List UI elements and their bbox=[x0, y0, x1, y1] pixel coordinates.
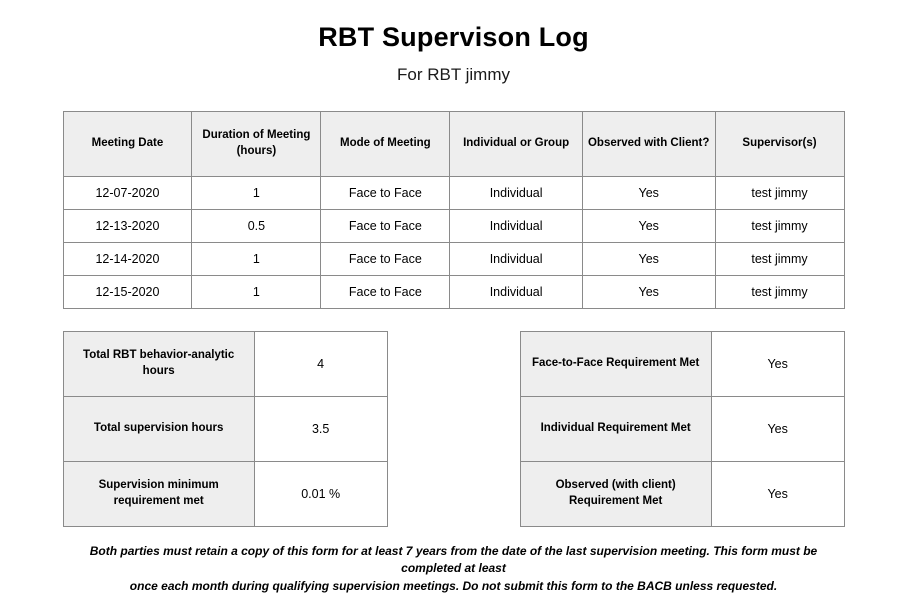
label-total-supervision-hours: Total supervision hours bbox=[63, 397, 254, 462]
label-face-to-face-requirement: Face-to-Face Requirement Met bbox=[520, 332, 711, 397]
value-observed-requirement: Yes bbox=[711, 462, 844, 527]
summary-section bbox=[63, 331, 845, 527]
column-header-observed: Observed with Client? bbox=[582, 112, 715, 177]
footnote-line-1: Both parties must retain a copy of this form for at least 7 years from the date of the last supervision meeting. This form must be completed at least bbox=[89, 544, 818, 576]
cell-duration: 0.5 bbox=[192, 210, 321, 243]
document-page bbox=[0, 22, 907, 593]
cell-supervisors: test jimmy bbox=[715, 177, 844, 210]
table-row bbox=[520, 332, 844, 397]
column-header-individual-or-group: Individual or Group bbox=[450, 112, 583, 177]
cell-duration: 1 bbox=[192, 177, 321, 210]
column-header-mode: Mode of Meeting bbox=[321, 112, 450, 177]
supervision-log-table-wrapper bbox=[63, 111, 845, 309]
cell-individual-or-group: Individual bbox=[450, 276, 583, 309]
table-row bbox=[63, 332, 387, 397]
column-header-supervisors: Supervisor(s) bbox=[715, 112, 844, 177]
label-individual-requirement: Individual Requirement Met bbox=[520, 397, 711, 462]
value-total-rbt-hours: 4 bbox=[254, 332, 387, 397]
table-row bbox=[63, 397, 387, 462]
log-table-header bbox=[63, 112, 844, 177]
value-supervision-minimum-met: 0.01 % bbox=[254, 462, 387, 527]
table-row bbox=[520, 462, 844, 527]
cell-duration: 1 bbox=[192, 276, 321, 309]
log-header-row bbox=[63, 112, 844, 177]
value-individual-requirement: Yes bbox=[711, 397, 844, 462]
label-total-rbt-hours: Total RBT behavior-analytic hours bbox=[63, 332, 254, 397]
log-table-body bbox=[63, 177, 844, 309]
table-row bbox=[63, 210, 844, 243]
cell-meeting-date: 12-07-2020 bbox=[63, 177, 192, 210]
table-row bbox=[63, 276, 844, 309]
cell-supervisors: test jimmy bbox=[715, 210, 844, 243]
supervision-log-table bbox=[63, 111, 845, 309]
cell-supervisors: test jimmy bbox=[715, 276, 844, 309]
cell-observed: Yes bbox=[582, 177, 715, 210]
cell-mode: Face to Face bbox=[321, 210, 450, 243]
label-supervision-minimum-met: Supervision minimum requirement met bbox=[63, 462, 254, 527]
cell-individual-or-group: Individual bbox=[450, 243, 583, 276]
cell-individual-or-group: Individual bbox=[450, 210, 583, 243]
value-face-to-face-requirement: Yes bbox=[711, 332, 844, 397]
page-subtitle: For RBT jimmy bbox=[396, 65, 510, 84]
table-row bbox=[63, 462, 387, 527]
value-total-supervision-hours: 3.5 bbox=[254, 397, 387, 462]
table-row bbox=[63, 177, 844, 210]
footnote bbox=[59, 543, 849, 595]
requirements-summary-table bbox=[520, 331, 845, 527]
cell-meeting-date: 12-14-2020 bbox=[63, 243, 192, 276]
cell-duration: 1 bbox=[192, 243, 321, 276]
cell-mode: Face to Face bbox=[321, 177, 450, 210]
label-observed-requirement: Observed (with client) Requirement Met bbox=[520, 462, 711, 527]
cell-meeting-date: 12-13-2020 bbox=[63, 210, 192, 243]
cell-mode: Face to Face bbox=[321, 243, 450, 276]
cell-meeting-date: 12-15-2020 bbox=[63, 276, 192, 309]
table-row bbox=[63, 243, 844, 276]
cell-observed: Yes bbox=[582, 276, 715, 309]
footnote-line-2: once each month during qualifying supervision meetings. Do not submit this form to the BACB unless requested. bbox=[129, 578, 778, 593]
cell-supervisors: test jimmy bbox=[715, 243, 844, 276]
column-header-duration: Duration of Meeting (hours) bbox=[192, 112, 321, 177]
column-header-meeting-date: Meeting Date bbox=[63, 112, 192, 177]
hours-summary-table bbox=[63, 331, 388, 527]
page-title: RBT Supervison Log bbox=[318, 22, 589, 52]
cell-observed: Yes bbox=[582, 210, 715, 243]
cell-observed: Yes bbox=[582, 243, 715, 276]
table-row bbox=[520, 397, 844, 462]
cell-mode: Face to Face bbox=[321, 276, 450, 309]
cell-individual-or-group: Individual bbox=[450, 177, 583, 210]
